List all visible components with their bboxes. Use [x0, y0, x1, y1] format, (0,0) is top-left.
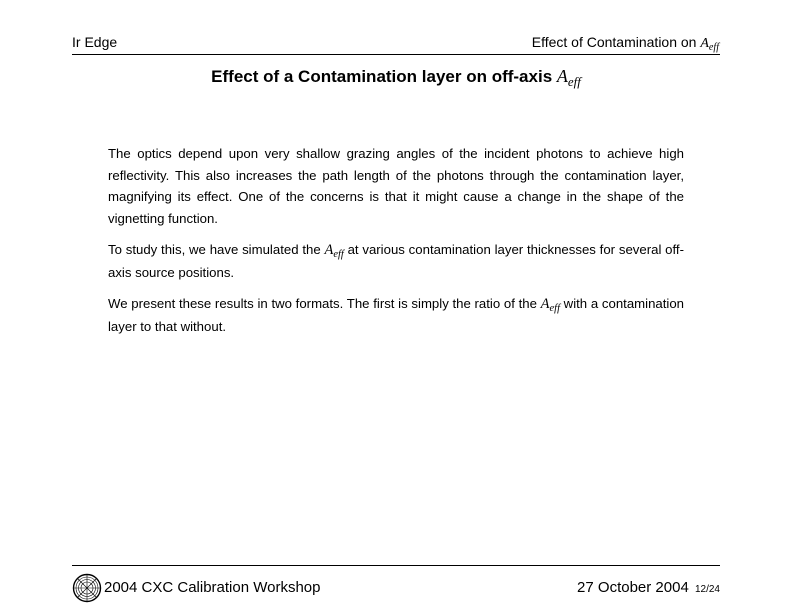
footer-date: 27 October 2004 — [577, 579, 689, 596]
aeff-symbol: $A_{eff}$ — [324, 242, 344, 261]
cxc-logo-icon — [72, 573, 102, 603]
slide-title-text: Effect of a Contamination layer on off-axis — [211, 67, 557, 86]
paragraph-2: To study this, we have simulated the $A_{eff}$ at various contamination layer thicknesses for several off-axis source positions. — [108, 242, 684, 280]
footer-workshop: 2004 CXC Calibration Workshop — [104, 579, 321, 596]
header-left-title: Ir Edge — [72, 34, 118, 50]
header-right-title — [532, 33, 719, 53]
footer-date-page — [577, 578, 720, 600]
slide-title — [72, 64, 720, 89]
aeff-symbol: $A_{eff}$ — [556, 66, 581, 89]
paragraph-3: We present these results in two formats. The first is simply the ratio of the $A_{eff}$ with a contamination layer to that without. — [108, 296, 684, 334]
footer-rule — [72, 565, 720, 566]
aeff-symbol: $A_{eff}$ — [540, 296, 560, 315]
paragraph-1: The optics depend upon very shallow grazing angles of the incident photons to achieve high reflectivity. This also increases the path length of the photons through the contamination layer, magnifying its effect. One of the concerns is that it might cause a change in the shape of the vignetting function. — [108, 146, 684, 226]
slide-body — [108, 143, 684, 347]
aeff-symbol: $A_{eff}$ — [700, 36, 719, 54]
header-rule — [72, 54, 720, 55]
page-number: 12/24 — [694, 584, 720, 595]
header-right-text: Effect of Contamination on — [531, 34, 701, 50]
